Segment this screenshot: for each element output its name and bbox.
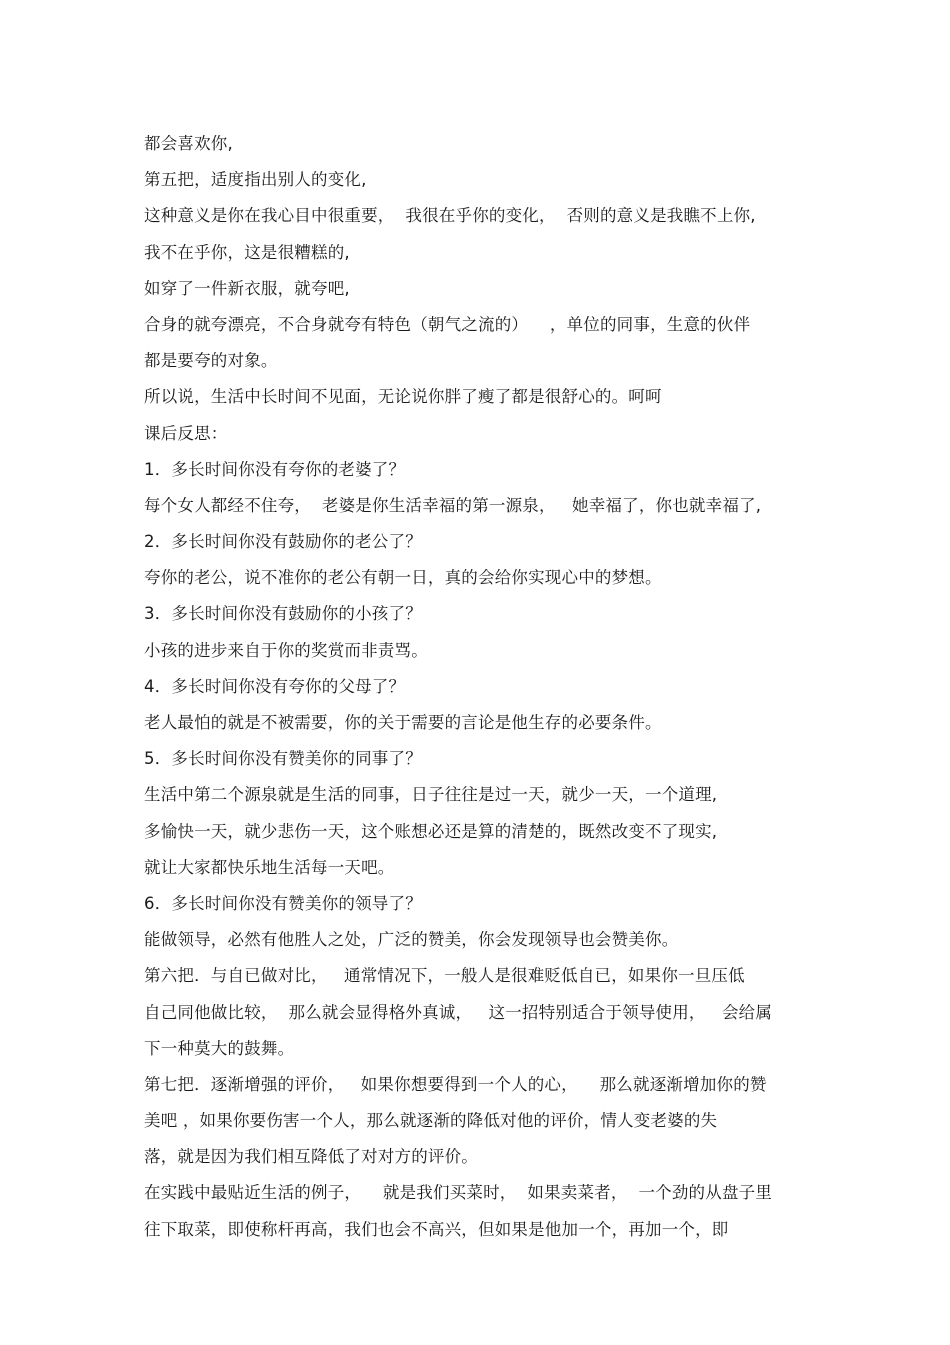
- text-line: 在实践中最贴近生活的例子， 就是我们买菜时， 如果卖菜者， 一个劲的从盘子里: [144, 1183, 773, 1203]
- text-line: 第七把．逐渐增强的评价， 如果你想要得到一个人的心， 那么就逐渐增加你的赞: [144, 1074, 767, 1094]
- question-3: 3．多长时间你没有鼓励你的小孩了？: [144, 604, 422, 624]
- text-line: 生活中第二个源泉就是生活的同事，日子往往是过一天，就少一天，一个道理,: [144, 785, 718, 805]
- question-4: 4．多长时间你没有夸你的父母了？: [144, 676, 406, 696]
- text-line: 所以说，生活中长时间不见面，无论说你胖了瘦了都是很舒心的。呵呵: [144, 387, 662, 407]
- text-line: 第六把．与自已做对比， 通常情况下，一般人是很难贬低自已，如果你一旦压低: [144, 966, 745, 986]
- text-line: 自己同他做比较， 那么就会显得格外真诚， 这一招特别适合于领导使用， 会给属: [144, 1002, 773, 1022]
- text-line: 落，就是因为我们相互降低了对对方的评价。: [144, 1147, 478, 1167]
- text-line: 美吧 ，如果你要伤害一个人，那么就逐渐的降低对他的评价，情人变老婆的失: [144, 1111, 718, 1131]
- text-line: 就让大家都快乐地生活每一天吧。: [144, 857, 395, 877]
- text-line: 第五把，适度指出别人的变化,: [144, 170, 367, 190]
- text-line: 多愉快一天，就少悲伤一天，这个账想必还是算的清楚的，既然改变不了现实,: [144, 821, 718, 841]
- text-line: 老人最怕的就是不被需要，你的关于需要的言论是他生存的必要条件。: [144, 713, 662, 732]
- text-line: 如穿了一件新衣服，就夸吧,: [144, 278, 350, 298]
- text-line: 都会喜欢你,: [144, 134, 233, 153]
- question-6: 6．多长时间你没有赞美你的领导了？: [144, 893, 422, 913]
- text-line: 都是要夸的对象。: [144, 351, 278, 371]
- document-body: [144, 126, 824, 1248]
- text-line: 这种意义是你在我心目中很重要， 我很在乎你的变化， 否则的意义是我瞧不上你,: [144, 206, 756, 226]
- text-line: 每个女人都经不住夸， 老婆是你生活幸福的第一源泉， 她幸福了，你也就幸福了,: [144, 495, 762, 515]
- question-2: 2．多长时间你没有鼓励你的老公了？: [144, 532, 422, 552]
- text-line: 往下取菜，即使称杆再高，我们也会不高兴，但如果是他加一个，再加一个，即: [144, 1219, 729, 1239]
- text-line: 夸你的老公，说不准你的老公有朝一日，真的会给你实现心中的梦想。: [144, 568, 662, 588]
- text-line: 下一种莫大的鼓舞。: [144, 1038, 295, 1058]
- text-line: 小孩的进步来自于你的奖赏而非责骂。: [144, 640, 428, 660]
- question-1: 1．多长时间你没有夸你的老婆了？: [144, 459, 406, 479]
- section-heading: 课后反思：: [144, 423, 228, 443]
- text-line: 我不在乎你，这是很糟糕的,: [144, 242, 350, 262]
- text-line: 能做领导，必然有他胜人之处，广泛的赞美，你会发现领导也会赞美你。: [144, 930, 679, 950]
- text-line: 合身的就夸漂亮，不合身就夸有特色（朝气之流的） ，单位的同事，生意的伙伴: [144, 314, 751, 334]
- question-5: 5．多长时间你没有赞美你的同事了？: [144, 749, 422, 769]
